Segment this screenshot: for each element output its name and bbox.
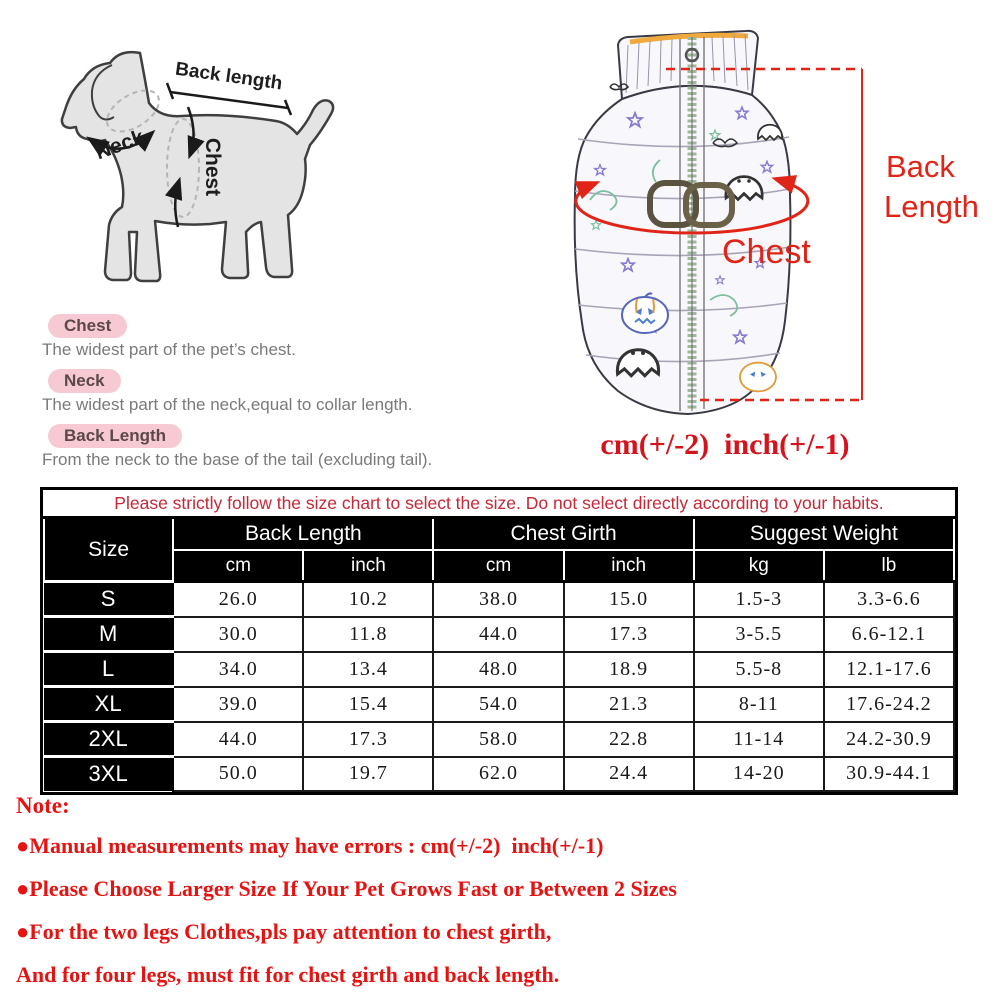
size-chart-warning: Please strictly follow the size chart to select the size. Do not select directly according to your habits. [44, 490, 954, 518]
table-row-xl [44, 687, 954, 722]
note-line: ●Please Choose Larger Size If Your Pet Grows Fast or Between 2 Sizes [16, 876, 677, 901]
value-cell: 1.5-3 [694, 582, 824, 617]
size-cell: L [44, 652, 173, 687]
vest-svg [530, 25, 1000, 445]
table-row-l [44, 652, 954, 687]
size-cell: S [44, 582, 173, 617]
value-cell: 11-14 [694, 722, 824, 757]
definition-chest [42, 314, 492, 360]
value-cell: 58.0 [433, 722, 563, 757]
value-cell: 26.0 [173, 582, 303, 617]
note-line: And for four legs, must fit for chest girth and back length. [16, 962, 560, 987]
value-cell: 62.0 [433, 757, 563, 791]
subheader-inch-1: inch [303, 550, 433, 582]
value-cell: 12.1-17.6 [824, 652, 954, 687]
back-length-label: Back length [173, 58, 284, 95]
value-cell: 17.3 [303, 722, 433, 757]
col-group-suggest-weight: Suggest Weight [694, 518, 954, 551]
vest-back-length-label-line2: Length [884, 189, 979, 224]
table-row-s [44, 582, 954, 617]
value-cell: 14-20 [694, 757, 824, 791]
value-cell: 18.9 [564, 652, 694, 687]
value-cell: 15.0 [564, 582, 694, 617]
size-cell: 2XL [44, 722, 173, 757]
value-cell: 19.7 [303, 757, 433, 791]
subheader-inch-2: inch [564, 550, 694, 582]
value-cell: 44.0 [173, 722, 303, 757]
size-cell: 3XL [44, 757, 173, 791]
back-length-definition-text: From the neck to the base of the tail (excluding tail). [42, 450, 433, 469]
vest-chest-label: Chest [722, 233, 811, 271]
value-cell: 30.9-44.1 [824, 757, 954, 791]
value-cell: 34.0 [173, 652, 303, 687]
measurement-definitions [42, 314, 492, 479]
col-group-chest-girth: Chest Girth [433, 518, 693, 551]
value-cell: 39.0 [173, 687, 303, 722]
notes-title: Note: [16, 793, 70, 818]
value-cell: 3-5.5 [694, 617, 824, 652]
value-cell: 22.8 [564, 722, 694, 757]
value-cell: 21.3 [564, 687, 694, 722]
value-cell: 44.0 [433, 617, 563, 652]
value-cell: 17.3 [564, 617, 694, 652]
tolerance-note: cm(+/-2) inch(+/-1) [600, 428, 850, 461]
neck-term-badge: Neck [48, 369, 121, 393]
subheader-cm-1: cm [173, 550, 303, 582]
value-cell: 54.0 [433, 687, 563, 722]
size-cell: M [44, 617, 173, 652]
note-line: ●Manual measurements may have errors : cm(+/-2) inch(+/-1) [16, 833, 604, 858]
chest-label: Chest [201, 137, 224, 197]
neck-definition-text: The widest part of the neck,equal to collar length. [42, 395, 413, 414]
value-cell: 48.0 [433, 652, 563, 687]
value-cell: 15.4 [303, 687, 433, 722]
dog-diagram-svg [30, 35, 370, 307]
value-cell: 3.3-6.6 [824, 582, 954, 617]
value-cell: 8-11 [694, 687, 824, 722]
col-group-back-length: Back Length [173, 518, 433, 551]
subheader-lb: lb [824, 550, 954, 582]
value-cell: 5.5-8 [694, 652, 824, 687]
col-header-size: Size [44, 518, 173, 582]
chest-term-badge: Chest [48, 314, 127, 338]
back-length-term-badge: Back Length [48, 424, 182, 448]
subheader-cm-2: cm [433, 550, 563, 582]
value-cell: 50.0 [173, 757, 303, 791]
size-cell: XL [44, 687, 173, 722]
size-chart [40, 487, 958, 795]
value-cell: 10.2 [303, 582, 433, 617]
definition-back-length [42, 424, 492, 470]
value-cell: 24.2-30.9 [824, 722, 954, 757]
table-row-3xl [44, 757, 954, 791]
value-cell: 13.4 [303, 652, 433, 687]
chest-definition-text: The widest part of the pet’s chest. [42, 340, 296, 359]
subheader-kg: kg [694, 550, 824, 582]
neck-label: Neck [92, 125, 148, 165]
dog-silhouette [62, 52, 333, 281]
definition-neck [42, 369, 492, 415]
value-cell: 6.6-12.1 [824, 617, 954, 652]
value-cell: 24.4 [564, 757, 694, 791]
pumpkin-motif-partial [740, 363, 776, 392]
value-cell: 30.0 [173, 617, 303, 652]
vest-product-figure [530, 25, 1000, 445]
table-row-2xl [44, 722, 954, 757]
vest-back-length-label-line1: Back [886, 149, 955, 184]
size-chart-table [43, 490, 955, 792]
value-cell: 17.6-24.2 [824, 687, 954, 722]
table-row-m [44, 617, 954, 652]
value-cell: 38.0 [433, 582, 563, 617]
notes-section [16, 793, 976, 1000]
note-line: ●For the two legs Clothes,pls pay attention to chest girth, [16, 919, 552, 944]
dog-measurement-diagram [30, 35, 370, 307]
value-cell: 11.8 [303, 617, 433, 652]
